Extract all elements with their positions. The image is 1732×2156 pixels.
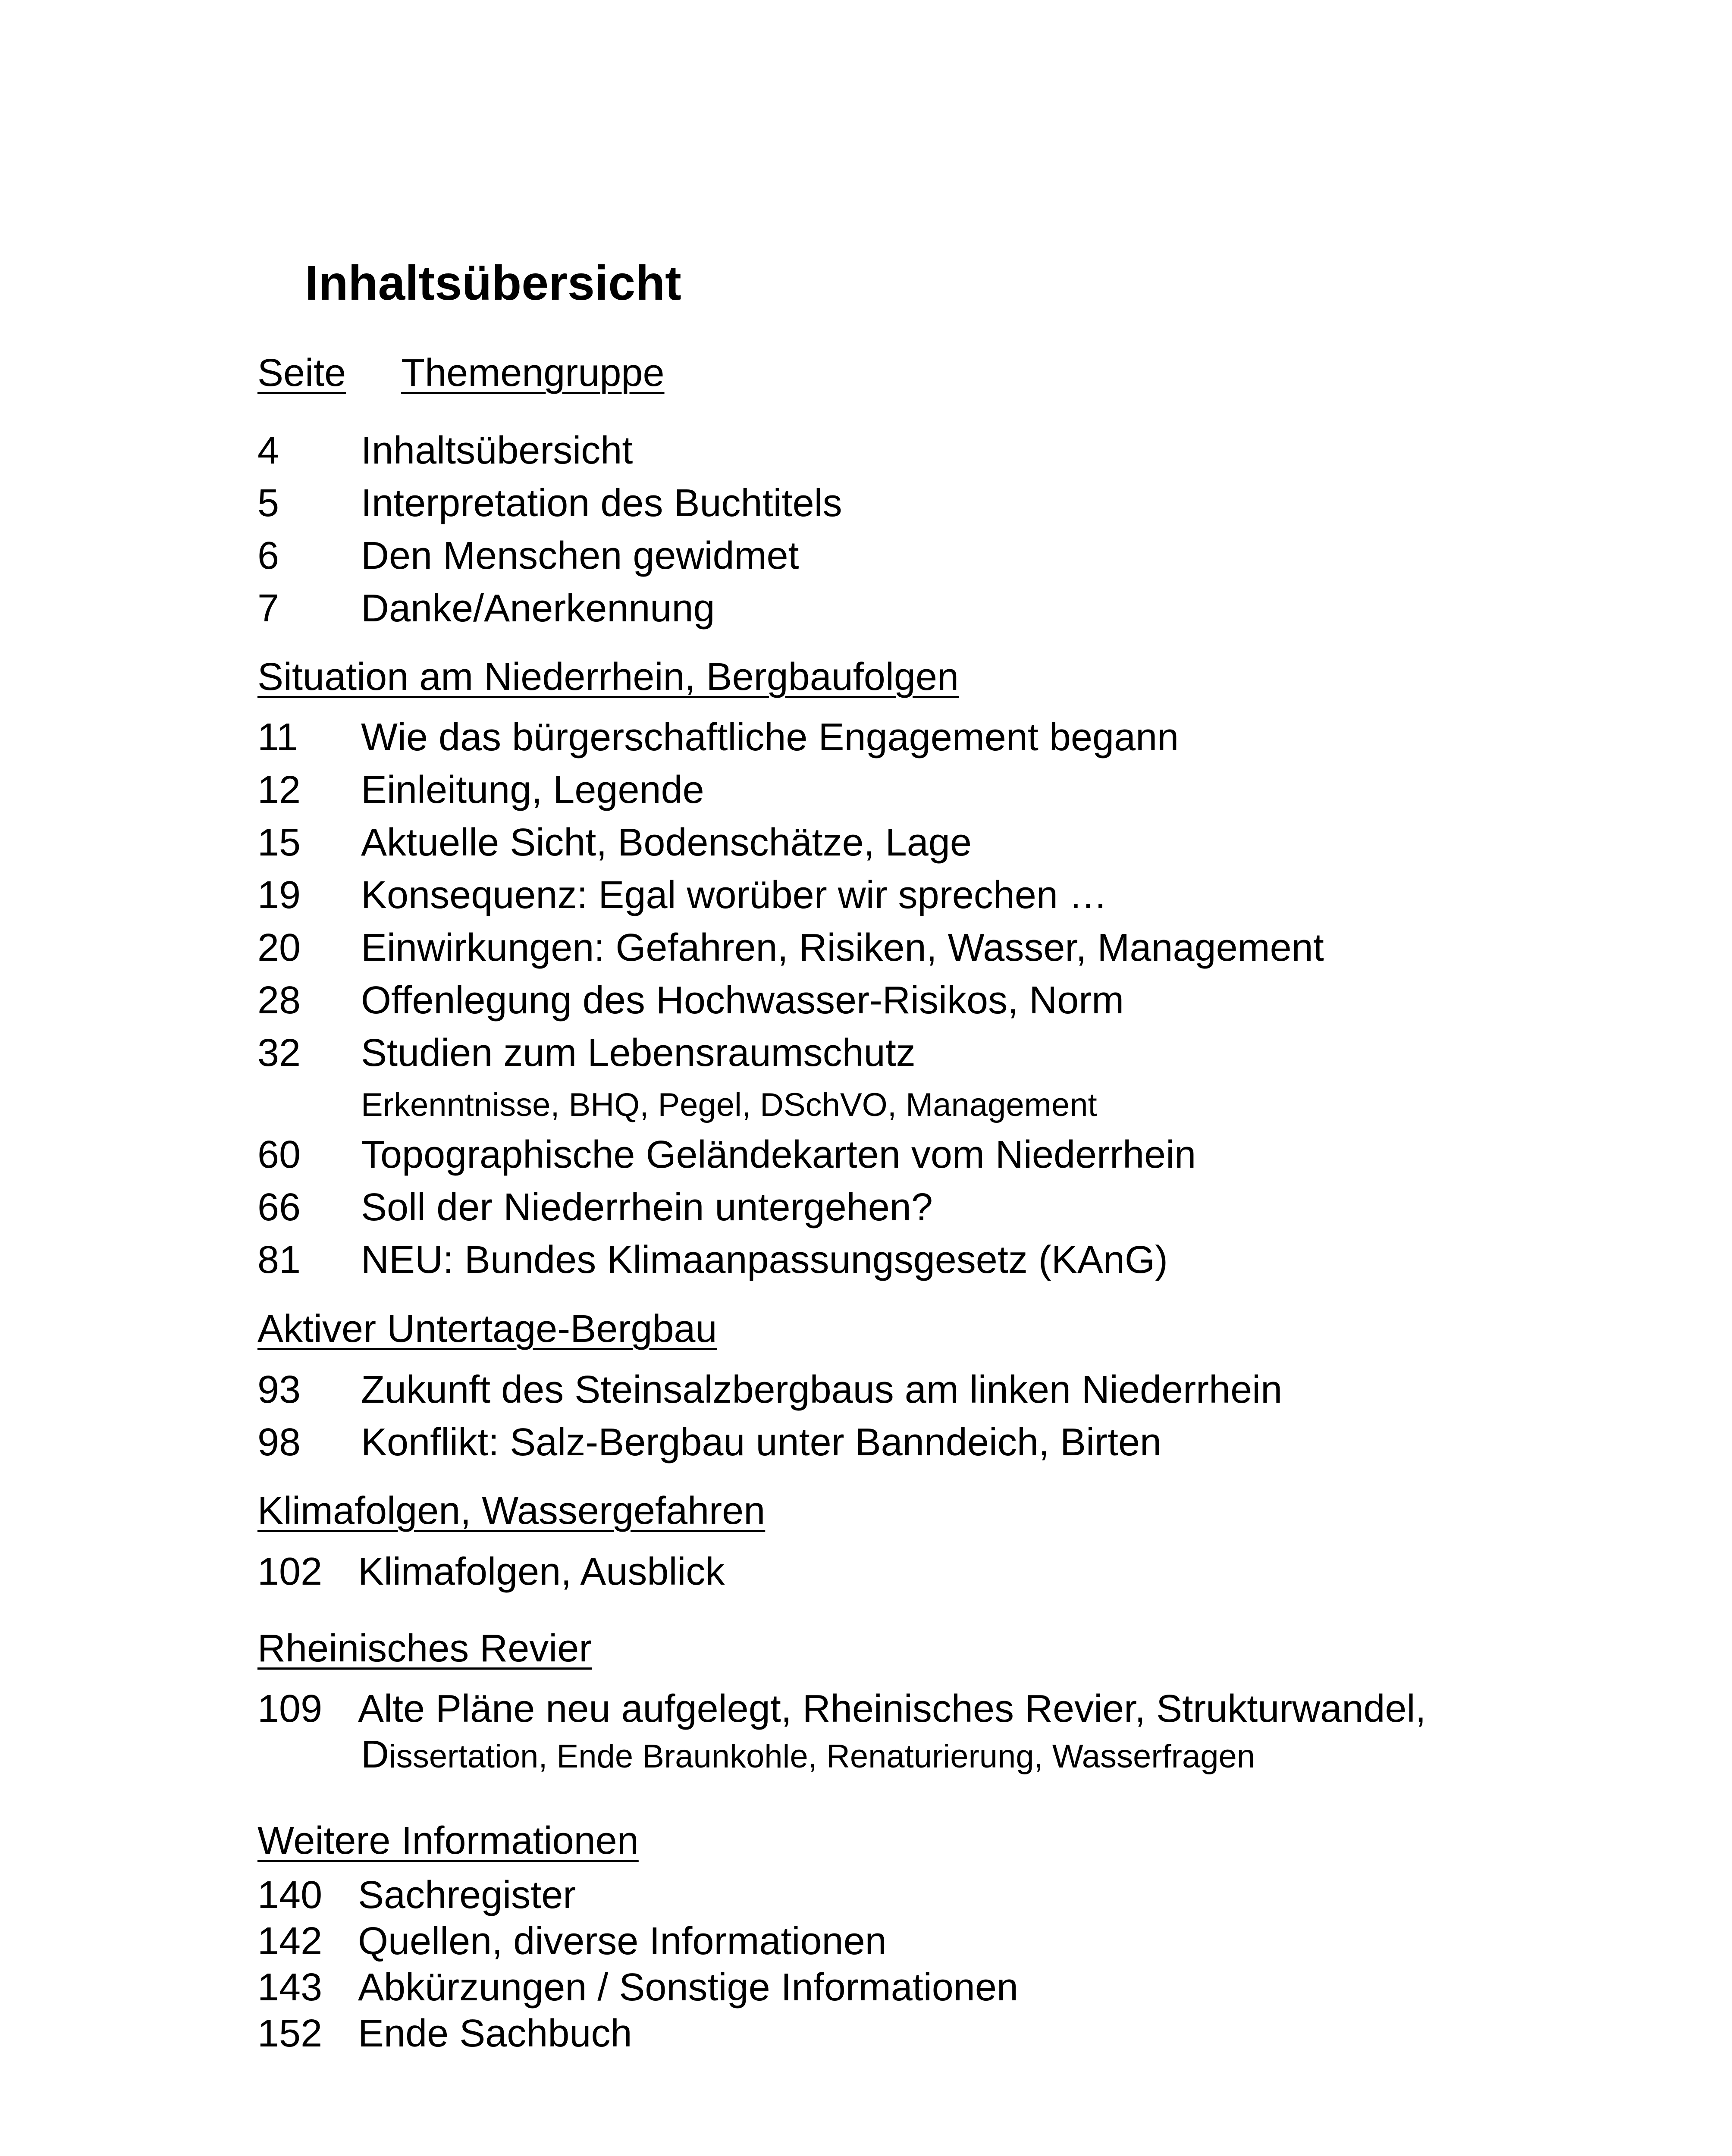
entry-page: 12	[257, 768, 301, 812]
entry-text: Den Menschen gewidmet	[361, 534, 799, 577]
entry-page: 152	[257, 2012, 323, 2055]
entry-page: 102	[257, 1550, 323, 1593]
entry-page: 140	[257, 1874, 323, 1917]
entry-subtext-initial: D	[361, 1733, 389, 1776]
entry-text: Ende Sachbuch	[358, 2012, 632, 2055]
entry-page: 19	[257, 874, 301, 917]
page-title: Inhaltsübersicht	[305, 256, 681, 310]
entry-text: Danke/Anerkennung	[361, 587, 715, 630]
section-heading: Klimafolgen, Wassergefahren	[257, 1489, 766, 1532]
entry-page: 15	[257, 821, 301, 864]
entry-text: Konflikt: Salz-Bergbau unter Banndeich, Birten	[361, 1421, 1162, 1464]
entry-text: Aktuelle Sicht, Bodenschätze, Lage	[361, 821, 972, 864]
entry-text: Topographische Geländekarten vom Niederrhein	[361, 1133, 1196, 1176]
entry-page: 98	[257, 1421, 301, 1464]
entry-text: Einwirkungen: Gefahren, Risiken, Wasser, Management	[361, 926, 1324, 969]
entry-text: Soll der Niederrhein untergehen?	[361, 1186, 933, 1229]
entry-text: Zukunft des Steinsalzbergbaus am linken Niederrhein	[361, 1368, 1283, 1411]
entry-text: Klimafolgen, Ausblick	[358, 1550, 725, 1593]
entry-text: Konsequenz: Egal worüber wir sprechen …	[361, 874, 1108, 917]
section-heading: Weitere Informationen	[257, 1819, 639, 1862]
entry-page: 20	[257, 926, 301, 969]
entry-page: 32	[257, 1031, 301, 1075]
section-heading: Aktiver Untertage-Bergbau	[257, 1307, 717, 1351]
entry-page: 5	[257, 482, 279, 525]
header-topic-column: Themengruppe	[401, 351, 665, 395]
entry-text: Studien zum Lebensraumschutz	[361, 1031, 916, 1075]
entry-text: Alte Pläne neu aufgelegt, Rheinisches Revier, Strukturwandel,	[358, 1687, 1426, 1730]
entry-text: Offenlegung des Hochwasser-Risikos, Norm	[361, 979, 1124, 1022]
entry-text: Wie das bürgerschaftliche Engagement begann	[361, 716, 1179, 759]
entry-page: 28	[257, 979, 301, 1022]
entry-text: Sachregister	[358, 1874, 576, 1917]
entry-page: 60	[257, 1133, 301, 1176]
entry-page: 109	[257, 1687, 323, 1730]
header-page-column: Seite	[257, 351, 346, 395]
entry-page: 143	[257, 1966, 323, 2009]
entry-page: 4	[257, 429, 279, 472]
entry-page: 142	[257, 1920, 323, 1963]
entry-page: 93	[257, 1368, 301, 1411]
entry-page: 66	[257, 1186, 301, 1229]
entry-page: 6	[257, 534, 279, 577]
section-heading: Situation am Niederrhein, Bergbaufolgen	[257, 655, 959, 699]
table-header	[257, 351, 665, 395]
entry-text: Abkürzungen / Sonstige Informationen	[358, 1966, 1018, 2009]
entry-page: 7	[257, 587, 279, 630]
entry-text: Einleitung, Legende	[361, 768, 704, 812]
entry-text: NEU: Bundes Klimaanpassungsgesetz (KAnG)	[361, 1238, 1168, 1282]
entry-subtext-rest: issertation, Ende Braunkohle, Renaturierung, Wasserfragen	[389, 1738, 1255, 1775]
entry-text: Interpretation des Buchtitels	[361, 482, 842, 525]
entry-page: 81	[257, 1238, 301, 1282]
entry-text: Inhaltsübersicht	[361, 429, 633, 472]
entry-page: 11	[257, 716, 298, 759]
entry-text: Quellen, diverse Informationen	[358, 1920, 887, 1963]
section-heading: Rheinisches Revier	[257, 1627, 592, 1670]
entry-subtext	[361, 1735, 1255, 1774]
entry-subtext: Erkenntnisse, BHQ, Pegel, DSchVO, Management	[361, 1087, 1097, 1123]
